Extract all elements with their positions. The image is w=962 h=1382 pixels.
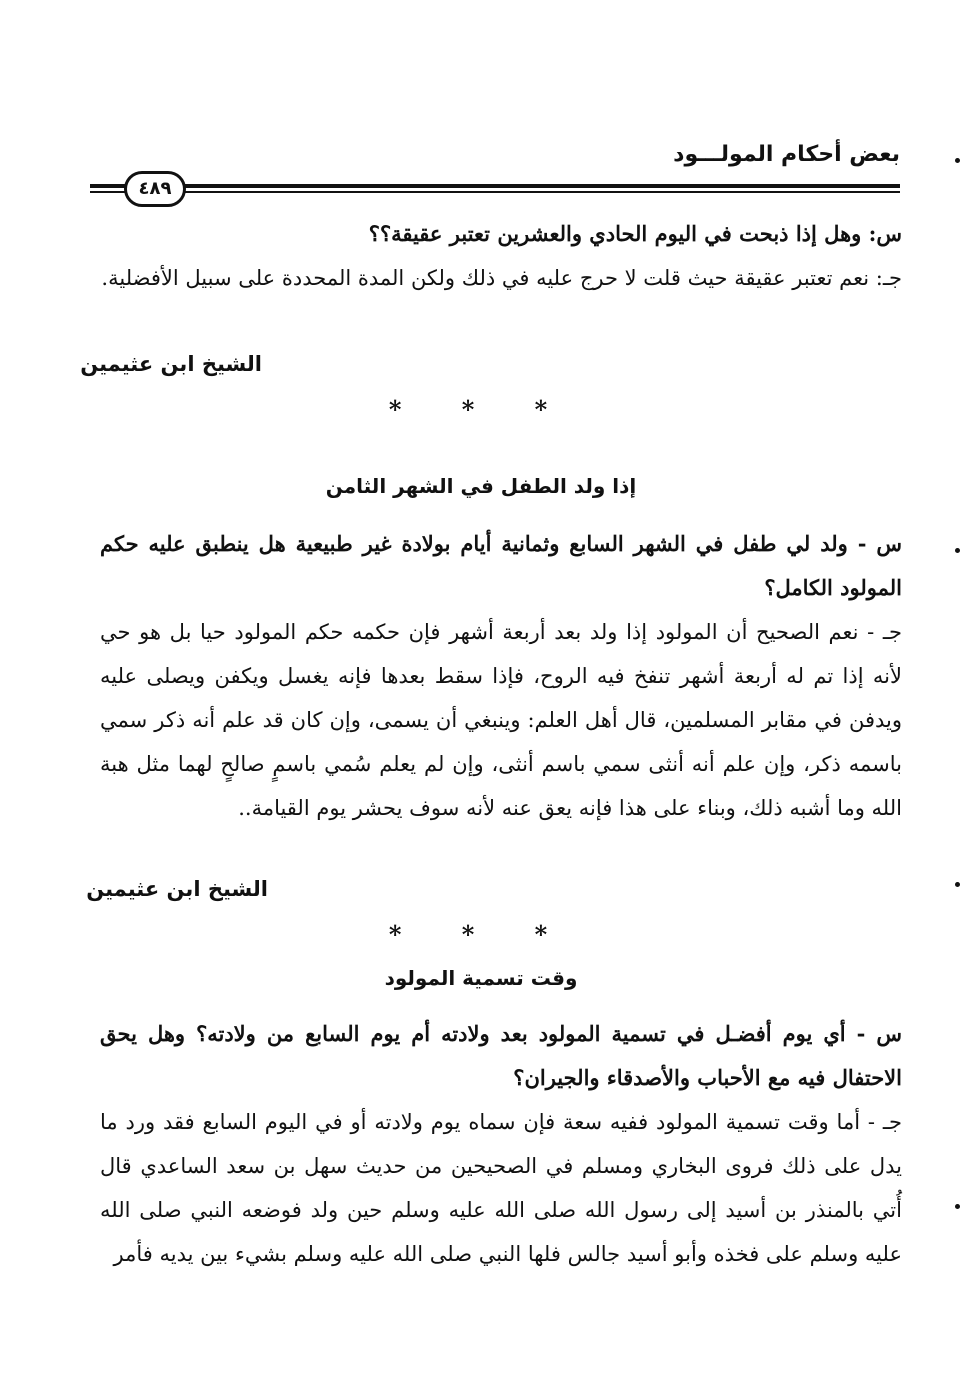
qa-block-2: [100, 522, 902, 830]
header-rule-thick: [90, 184, 900, 188]
separator-2: * * *: [388, 920, 574, 949]
section-heading-3: وقت تسمية المولود: [384, 966, 578, 990]
answer-2: جـ - نعم الصحيح أن المولود إذا ولد بعد أربعة أشهر فإن حكمه حكم المولود حيا بل هو حي لأنه إذا تم له أربعة أشهر تنفخ فيه الروح، فإذا سقط بعدها فإنه يغسل ويكفن ويصلى عليه ويدفن في مقابر المسلمين، قال أهل العلم: وينبغي أن يسمى، وإن كان قد علم أنه ذكر سمي باسمه ذكر، وإن علم أنه أنثى سمي باسم أنثى، وإن لم يعلم سُمي باسمٍ صالحٍ لهما مثل هبة الله وما أشبه ذلك، وبناء على هذا فإنه يعق عنه لأنه سوف يحشر يوم القيامة..: [100, 620, 902, 820]
answer-1: جـ: نعم تعتبر عقيقة حيث قلت لا حرج عليه في ذلك ولكن المدة المحددة على سبيل الأفضلية.: [101, 266, 902, 290]
section-heading-2: إذا ولد الطفل في الشهر الثامن: [325, 474, 637, 498]
qa-block-1: [100, 212, 902, 300]
header-rule-thin: [90, 191, 900, 193]
signature-2: الشيخ ابن عثيمين: [86, 877, 268, 901]
separator-1: * * *: [388, 395, 574, 424]
question-2: س - ولد لي طفل في الشهر السابع وثمانية أيام بولادة غير طبيعية هل ينطبق عليه حكم المولود الكامل؟: [100, 531, 902, 600]
header-rule: [90, 182, 900, 194]
page-number: ٤٨٩: [124, 171, 186, 207]
margin-mark: [955, 1204, 960, 1209]
margin-mark: [955, 158, 960, 163]
question-3: س - أي يوم أفضـل في تسمية المولود بعد ولادته أم يوم السابع من ولادته؟ وهل يحق الاحتفال فيه مع الأحباب والأصدقاء والجيران؟: [100, 1021, 902, 1090]
question-1: س: وهل إذا ذبحت في اليوم الحادي والعشرين تعتبر عقيقة؟؟: [368, 221, 902, 246]
qa-block-3: [100, 1012, 902, 1276]
answer-3: جـ - أما وقت تسمية المولود ففيه سعة فإن سماه يوم ولادته أو في اليوم السابع فقد ورد ما يدل على ذلك فروى البخاري ومسلم في الصحيحين من حديث سهل بن سعد الساعدي قال أُتي بالمنذر بن أسيد إلى رسول الله صلى الله عليه وسلم حين ولد فوضعه النبي صلى الله عليه وسلم على فخذه وأبو أسيد جالس فلها النبي صلى الله عليه وسلم بشيء بين يديه فأمر: [100, 1110, 902, 1266]
signature-1: الشيخ ابن عثيمين: [80, 352, 262, 376]
margin-mark: [955, 882, 960, 887]
margin-mark: [955, 548, 960, 553]
running-title: بعض أحكام المولـــود: [673, 142, 900, 167]
